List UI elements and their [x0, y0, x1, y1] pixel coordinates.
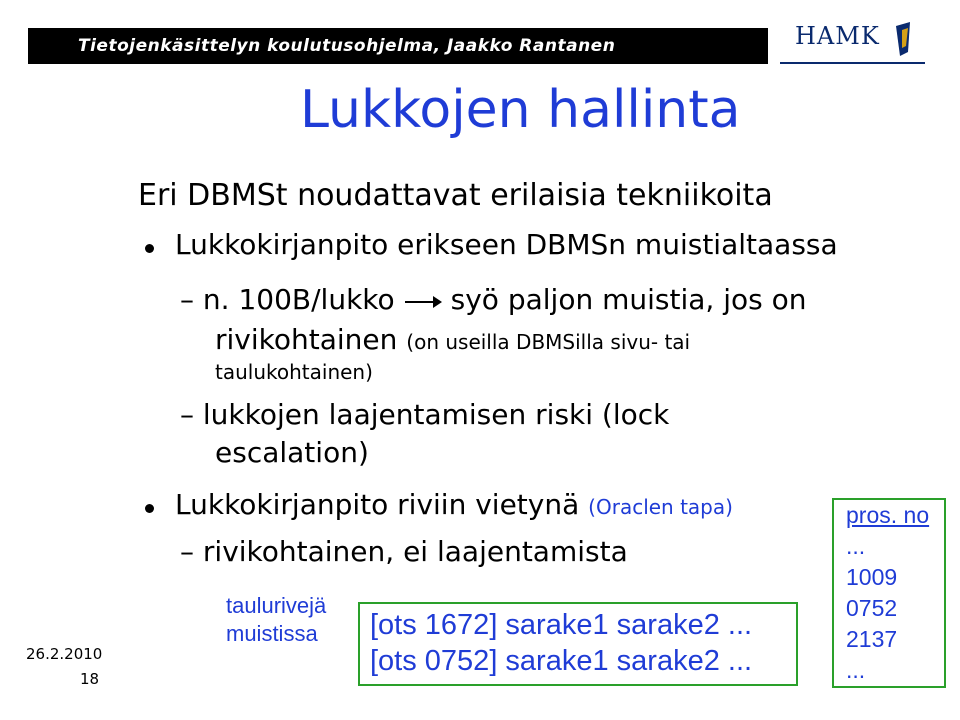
- table-rows-label: [226, 592, 326, 648]
- sub-bullet-2: [180, 398, 669, 431]
- slide-title: Lukkojen hallinta: [300, 80, 741, 140]
- bullet-1-text: Lukkokirjanpito erikseen DBMSn muistialtaassa: [175, 228, 838, 261]
- logo-underline: [780, 62, 925, 64]
- table-rows-label-line2: muistissa: [226, 621, 318, 646]
- sub-bullet-1-rivikohtainen: rivikohtainen: [215, 323, 398, 356]
- dash: –: [180, 398, 203, 431]
- sub-bullet-2-line2: escalation): [215, 436, 369, 469]
- bullet-2: [175, 488, 733, 521]
- slide-page-number: 18: [80, 670, 100, 688]
- hamk-emblem-icon: [892, 22, 916, 62]
- row-number-item: 2137: [846, 626, 898, 652]
- sub-bullet-1-line2: [215, 323, 690, 356]
- table-row: [ots 1672] sarake1 sarake2 ...: [370, 609, 753, 641]
- dash: –: [180, 283, 203, 316]
- bullet-dot: [145, 244, 154, 253]
- row-number-item: 0752: [846, 595, 898, 621]
- sub-bullet-3: [180, 535, 628, 568]
- dash: –: [180, 535, 203, 568]
- bullet-2-note: (Oraclen tapa): [588, 495, 733, 519]
- table-row: [ots 0752] sarake1 sarake2 ...: [370, 645, 753, 677]
- sub-bullet-3-text: rivikohtainen, ei laajentamista: [202, 535, 628, 568]
- header-banner-text: Tietojenkäsittelyn koulutusohjelma, Jaakko Rantanen: [78, 36, 616, 56]
- sub-bullet-1-note: (on useilla DBMSilla sivu- tai: [406, 330, 691, 354]
- row-number-item: ...: [846, 657, 866, 683]
- row-number-item: ...: [846, 533, 866, 559]
- slide-date: 26.2.2010: [26, 645, 103, 663]
- hamk-logo: [795, 22, 916, 62]
- table-rows-box: [358, 602, 798, 686]
- row-number-header: pros. no: [846, 502, 930, 528]
- hamk-logo-text: HAMK: [795, 22, 880, 50]
- sub-bullet-2-line1: lukkojen laajentamisen riski (lock: [202, 398, 670, 431]
- sub-bullet-1: [180, 283, 806, 318]
- row-number-box: [832, 498, 946, 688]
- bullet-dot: [145, 504, 154, 513]
- sub-bullet-1-note-line2: taulukohtainen): [215, 360, 373, 384]
- bullet-2-text: Lukkokirjanpito riviin vietynä: [175, 488, 580, 521]
- row-number-item: 1009: [846, 564, 898, 590]
- arrow-right-icon: [403, 285, 443, 318]
- sub-bullet-1-part1: n. 100B/lukko: [202, 283, 395, 316]
- table-rows-label-line1: taulurivejä: [226, 593, 327, 618]
- intro-text: Eri DBMSt noudattavat erilaisia tekniikoita: [138, 178, 773, 213]
- sub-bullet-1-part2: syö paljon muistia, jos on: [450, 283, 807, 316]
